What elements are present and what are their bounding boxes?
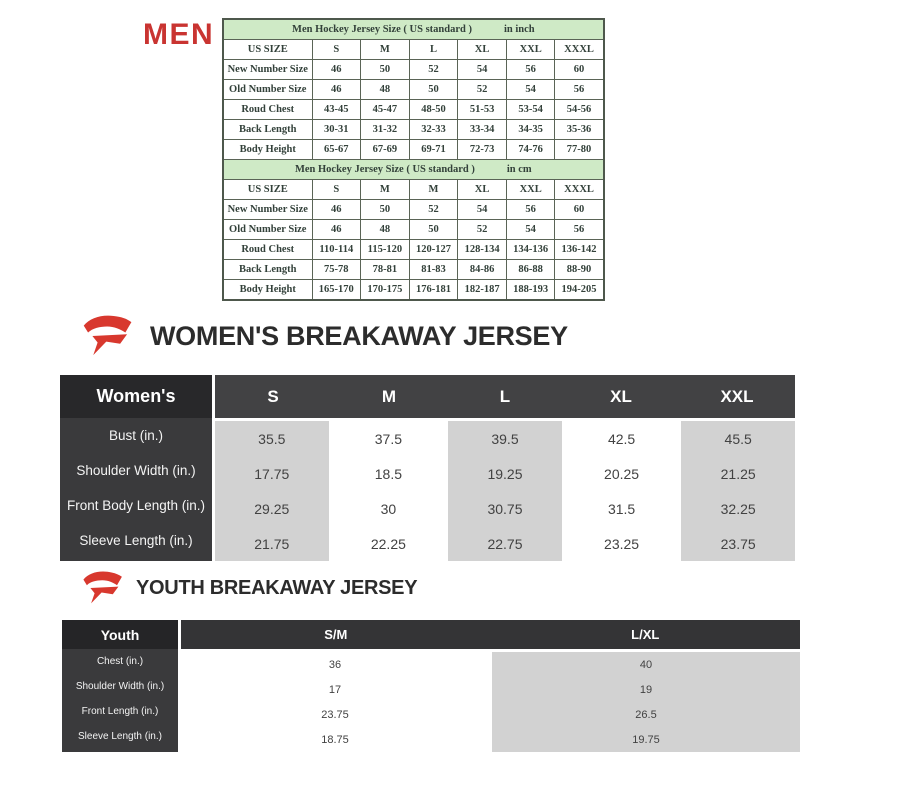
women-value-cell: 31.5 (607, 500, 636, 517)
women-row-label: Shoulder Width (in.) (76, 463, 196, 478)
youth-data-area (181, 620, 800, 752)
men-value-cell: 54 (506, 80, 555, 100)
size-header-cell: S (312, 180, 361, 200)
men-value-cell: 52 (409, 200, 458, 220)
youth-size-header: S/M (324, 627, 348, 642)
women-row-label: Front Body Length (in.) (66, 498, 206, 513)
men-table-unit: in inch (503, 24, 535, 35)
men-value-cell: 75-78 (312, 260, 361, 280)
men-value-cell: 46 (312, 200, 361, 220)
size-header-cell: XL (458, 40, 507, 60)
men-value-cell: 50 (409, 80, 458, 100)
men-row-label: New Number Size (223, 200, 312, 220)
men-value-cell: 128-134 (458, 240, 507, 260)
men-value-cell: 194-205 (555, 280, 604, 301)
men-table-row (223, 240, 604, 260)
youth-value-cell: 17 (328, 683, 342, 696)
youth-row-label: Shoulder Width (in.) (75, 681, 165, 692)
men-value-cell: 56 (555, 220, 604, 240)
men-table-row (223, 100, 604, 120)
men-table-row (223, 260, 604, 280)
men-size-header-row (223, 40, 604, 60)
men-row-label: Roud Chest (223, 240, 312, 260)
women-column (448, 421, 562, 561)
women-label-column (60, 375, 212, 561)
size-header-cell: XXXL (555, 40, 604, 60)
men-value-cell: 51-53 (458, 100, 507, 120)
men-row-label: Old Number Size (223, 220, 312, 240)
men-value-cell: 56 (506, 200, 555, 220)
men-value-cell: 34-35 (506, 120, 555, 140)
women-value-cell: 37.5 (374, 430, 403, 447)
women-size-header: S (267, 386, 279, 406)
women-size-table (60, 375, 795, 561)
men-value-cell: 77-80 (555, 140, 604, 160)
men-value-cell: 67-69 (361, 140, 410, 160)
size-header-cell: S (312, 40, 361, 60)
men-value-cell: 53-54 (506, 100, 555, 120)
youth-section-title: YOUTH BREAKAWAY JERSEY (136, 576, 418, 599)
men-value-cell: 176-181 (409, 280, 458, 301)
women-size-header-row (215, 375, 795, 418)
men-value-cell: 32-33 (409, 120, 458, 140)
men-value-cell: 60 (555, 200, 604, 220)
youth-row-label: Chest (in.) (96, 656, 144, 667)
men-value-cell: 54-56 (555, 100, 604, 120)
men-value-cell: 45-47 (361, 100, 410, 120)
men-table-row (223, 80, 604, 100)
women-column (565, 421, 679, 561)
women-value-cell: 23.25 (604, 535, 640, 552)
men-value-cell: 31-32 (361, 120, 410, 140)
women-value-cell: 20.25 (604, 465, 640, 482)
men-value-cell: 46 (312, 60, 361, 80)
men-table-title-row (223, 19, 604, 40)
men-size-header-row (223, 180, 604, 200)
youth-section-header (82, 566, 417, 610)
youth-column (181, 652, 489, 752)
men-value-cell: 110-114 (312, 240, 361, 260)
men-table-row (223, 140, 604, 160)
size-row-label: US SIZE (223, 180, 312, 200)
size-header-cell: XXXL (555, 180, 604, 200)
women-value-cell: 29.25 (254, 500, 290, 517)
women-column (215, 421, 329, 561)
men-table-row (223, 120, 604, 140)
women-row-label: Bust (in.) (108, 428, 163, 443)
women-value-cell: 32.25 (720, 500, 756, 517)
youth-value-cell: 26.5 (635, 708, 657, 721)
men-value-cell: 46 (312, 80, 361, 100)
men-value-cell: 48-50 (409, 100, 458, 120)
men-row-label: New Number Size (223, 60, 312, 80)
men-row-label: Old Number Size (223, 80, 312, 100)
women-value-cell: 30.75 (487, 500, 523, 517)
men-value-cell: 52 (458, 220, 507, 240)
women-value-cell: 17.75 (254, 465, 290, 482)
men-table-unit: in cm (506, 164, 532, 175)
men-table-title: Men Hockey Jersey Size ( US standard ) (294, 164, 475, 175)
men-value-cell: 182-187 (458, 280, 507, 301)
women-column (332, 421, 446, 561)
youth-row-label: Sleeve Length (in.) (78, 731, 162, 742)
men-value-cell: 84-86 (458, 260, 507, 280)
men-value-cell: 50 (361, 60, 410, 80)
men-value-cell: 81-83 (409, 260, 458, 280)
women-size-header: XL (610, 386, 632, 406)
men-table-row (223, 60, 604, 80)
men-value-cell: 56 (506, 60, 555, 80)
men-table-title-cell (223, 19, 604, 40)
women-value-columns (215, 421, 795, 561)
men-value-cell: 65-67 (312, 140, 361, 160)
women-value-cell: 39.5 (491, 430, 519, 447)
women-value-cell: 23.75 (720, 535, 756, 552)
size-header-cell: M (409, 180, 458, 200)
men-value-cell: 165-170 (312, 280, 361, 301)
youth-value-cell: 40 (639, 658, 653, 671)
women-corner-label: Women's (60, 375, 212, 418)
men-value-cell: 56 (555, 80, 604, 100)
youth-row-label: Front Length (in.) (81, 706, 159, 717)
size-row-label: US SIZE (223, 40, 312, 60)
men-table-row (223, 200, 604, 220)
size-header-cell: XXL (506, 40, 555, 60)
men-value-cell: 72-73 (458, 140, 507, 160)
women-value-cell: 30 (380, 500, 397, 517)
men-value-cell: 120-127 (409, 240, 458, 260)
youth-label-column (62, 620, 178, 752)
men-value-cell: 60 (555, 60, 604, 80)
women-value-cell: 45.5 (724, 430, 752, 447)
men-row-label: Back Length (223, 260, 312, 280)
women-section-header (82, 308, 568, 364)
men-value-cell: 52 (458, 80, 507, 100)
youth-value-cell: 18.75 (321, 733, 349, 746)
size-header-cell: M (361, 40, 410, 60)
men-size-table (222, 18, 605, 301)
women-size-header: M (381, 386, 397, 406)
men-value-cell: 78-81 (361, 260, 410, 280)
men-value-cell: 134-136 (506, 240, 555, 260)
youth-size-table (62, 620, 800, 752)
men-value-cell: 86-88 (506, 260, 555, 280)
size-header-cell: M (361, 180, 410, 200)
men-table-row (223, 220, 604, 240)
men-value-cell: 54 (458, 60, 507, 80)
size-header-cell: L (409, 40, 458, 60)
youth-value-cell: 23.75 (321, 708, 349, 721)
men-value-cell: 170-175 (361, 280, 410, 301)
women-value-cell: 22.75 (487, 535, 523, 552)
men-value-cell: 188-193 (506, 280, 555, 301)
women-value-cell: 22.25 (370, 535, 406, 552)
women-size-header: XXL (720, 386, 754, 406)
women-value-cell: 18.5 (374, 465, 403, 482)
men-table-title-cell (223, 160, 604, 180)
youth-value-cell: 36 (328, 658, 342, 671)
women-row-label: Sleeve Length (in.) (79, 533, 193, 548)
youth-column (492, 652, 800, 752)
women-data-area (215, 375, 795, 561)
men-table-title: Men Hockey Jersey Size ( US standard ) (292, 24, 472, 35)
men-value-cell: 74-76 (506, 140, 555, 160)
men-value-cell: 43-45 (312, 100, 361, 120)
men-value-cell: 54 (506, 220, 555, 240)
men-value-cell: 88-90 (555, 260, 604, 280)
men-size-tables (222, 18, 603, 301)
men-row-label: Roud Chest (223, 100, 312, 120)
men-value-cell: 33-34 (458, 120, 507, 140)
youth-value-columns (181, 652, 800, 752)
size-header-cell: XL (458, 180, 507, 200)
women-size-header: L (499, 386, 511, 406)
men-value-cell: 30-31 (312, 120, 361, 140)
men-value-cell: 115-120 (361, 240, 410, 260)
men-row-label: Body Height (223, 280, 312, 301)
men-value-cell: 46 (312, 220, 361, 240)
men-row-label: Body Height (223, 140, 312, 160)
men-value-cell: 50 (361, 200, 410, 220)
men-value-cell: 48 (361, 220, 410, 240)
men-value-cell: 50 (409, 220, 458, 240)
women-value-cell: 21.75 (254, 535, 290, 552)
youth-value-cell: 19.75 (632, 733, 660, 746)
women-value-cell: 19.25 (487, 465, 523, 482)
men-value-cell: 52 (409, 60, 458, 80)
men-section-label: MEN (143, 18, 215, 51)
men-table-title-row (223, 160, 604, 180)
youth-size-header: L/XL (631, 627, 660, 642)
men-value-cell: 69-71 (409, 140, 458, 160)
men-table-row (223, 280, 604, 301)
men-value-cell: 35-36 (555, 120, 604, 140)
women-value-cell: 35.5 (258, 430, 286, 447)
men-value-cell: 54 (458, 200, 507, 220)
women-value-cell: 21.25 (720, 465, 756, 482)
men-row-label: Back Length (223, 120, 312, 140)
women-section-title: WOMEN'S BREAKAWAY JERSEY (150, 320, 568, 351)
size-header-cell: XXL (506, 180, 555, 200)
youth-corner-label: Youth (62, 620, 178, 649)
fanatics-flag-logo-icon (82, 568, 124, 608)
women-value-cell: 42.5 (607, 430, 636, 447)
youth-value-cell: 19 (639, 683, 653, 696)
men-value-cell: 48 (361, 80, 410, 100)
fanatics-flag-logo-icon (82, 311, 134, 361)
youth-size-header-row (181, 620, 800, 649)
men-value-cell: 136-142 (555, 240, 604, 260)
women-column (681, 421, 795, 561)
